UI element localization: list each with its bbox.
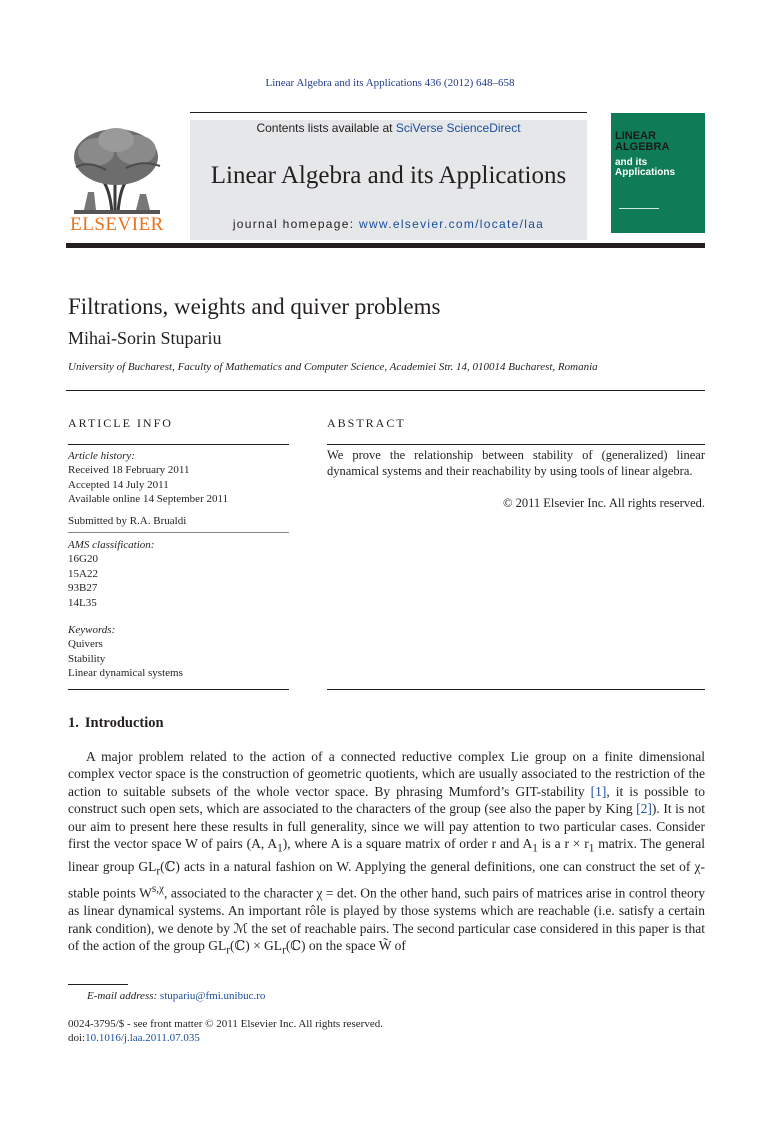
affiliation-rule	[66, 390, 705, 391]
homepage-link[interactable]: www.elsevier.com/locate/laa	[358, 217, 545, 231]
article-history	[68, 449, 228, 507]
keywords	[68, 623, 183, 681]
submitted-by: Submitted by R.A. Brualdi	[68, 515, 187, 527]
doi-line: doi:10.1016/j.laa.2011.07.035	[68, 1032, 200, 1044]
abstract-rule	[327, 444, 705, 445]
keywords-label: Keywords:	[68, 624, 116, 636]
header-rule	[190, 112, 587, 113]
ams-classification	[68, 538, 154, 610]
contents-line: Contents lists available at SciVerse ScienceDirect	[256, 121, 521, 135]
section-heading-introduction: 1. Introduction	[68, 715, 164, 731]
online-date: Available online 14 September 2011	[68, 493, 229, 506]
article-info-bottom-rule	[68, 689, 289, 690]
abstract-text: We prove the relationship between stability of (generalized) linear dynamical systems and their reachability by using tools of linear algebra.	[327, 448, 705, 478]
keyword: Stability	[68, 652, 106, 665]
sciencedirect-link[interactable]: SciVerse ScienceDirect	[395, 121, 521, 135]
cover-fine-print	[619, 208, 659, 209]
reference-link[interactable]: [2]	[636, 801, 652, 817]
author-name: Mihai-Sorin Stupariu	[68, 328, 222, 348]
info-divider	[68, 532, 289, 533]
journal-homepage: journal homepage: www.elsevier.com/locate/laa	[232, 217, 545, 231]
author-email: E-mail address: stupariu@fmi.unibuc.ro	[87, 990, 266, 1002]
ams-code: 16G20	[68, 553, 98, 566]
email-link[interactable]: stupariu@fmi.unibuc.ro	[159, 990, 266, 1002]
header-thick-rule	[66, 243, 705, 248]
ams-code: 93B27	[68, 582, 98, 595]
history-label: Article history:	[68, 450, 135, 462]
received-date: Received 18 February 2011	[68, 464, 190, 477]
author-affiliation: University of Bucharest, Faculty of Mathematics and Computer Science, Academiei Str. 14, 010014 Bucharest, Romania	[68, 361, 598, 373]
introduction-paragraph: A major problem related to the action of a connected reductive complex Lie group on a finite dimensional complex vector space is the construction of geometric quotients, which are usually associated to the restriction of the action to suitable subsets of the whole vector space. By phrasing Mumford’s GIT-stability [1], it is possible to construct such open sets, which are associated to the characters of the group (see also the paper by King [2]). It is not our aim to present here these results in full generality, since we will pay attention to two particular cases. Consider first the vector space W of pairs (A, $A_1$), where A is a square matrix of order r and $A_1$ is a $r \times r_1$ matrix. The general linear group $GL_r(ℂ)$ acts in a natural fashion on W. Applying the general definitions, one can construct the set of χ-stable points $W^{s,\chi}$, associated to the character χ = det. On the other hand, such pairs of matrices arise in control theory as linear dynamical systems. An important rôle is played by those systems which are reachable (i.e. satisfy a certain rank condition), we denote by ℳ the set of reachable pairs. The second particular case considered in this paper is that of the action of the group $GL_r(ℂ)$ × $GL_r(ℂ)$ on the space W̃ of	[68, 749, 705, 957]
reference-link[interactable]: [1]	[590, 783, 607, 799]
abstract-bottom-rule	[327, 689, 705, 690]
ams-code: 15A22	[68, 567, 98, 580]
article-info-heading: ARTICLE INFO	[68, 416, 173, 430]
paper-title: Filtrations, weights and quiver problems	[68, 294, 441, 319]
accepted-date: Accepted 14 July 2011	[68, 478, 169, 491]
footnote-rule	[68, 984, 128, 985]
ams-label: AMS classification:	[68, 539, 155, 551]
keyword: Quivers	[68, 638, 103, 651]
journal-cover-image[interactable]	[611, 113, 705, 233]
keyword: Linear dynamical systems	[68, 667, 183, 680]
ams-code: 14L35	[68, 596, 97, 609]
cover-title: LINEAR ALGEBRA	[615, 130, 670, 153]
abstract-copyright: © 2011 Elsevier Inc. All rights reserved.	[502, 496, 705, 510]
doi-link[interactable]: 10.1016/j.laa.2011.07.035	[85, 1032, 200, 1044]
cover-subtitle: and its Applications	[615, 157, 676, 178]
elsevier-wordmark: ELSEVIER	[70, 214, 164, 235]
issn-line: 0024-3795/$ - see front matter © 2011 Elsevier Inc. All rights reserved.	[68, 1018, 383, 1030]
journal-title: Linear Algebra and its Applications	[210, 162, 567, 189]
journal-citation[interactable]: Linear Algebra and its Applications 436 (2012) 648–658	[265, 77, 515, 89]
abstract-heading: ABSTRACT	[327, 416, 406, 430]
article-info-rule	[68, 444, 289, 445]
